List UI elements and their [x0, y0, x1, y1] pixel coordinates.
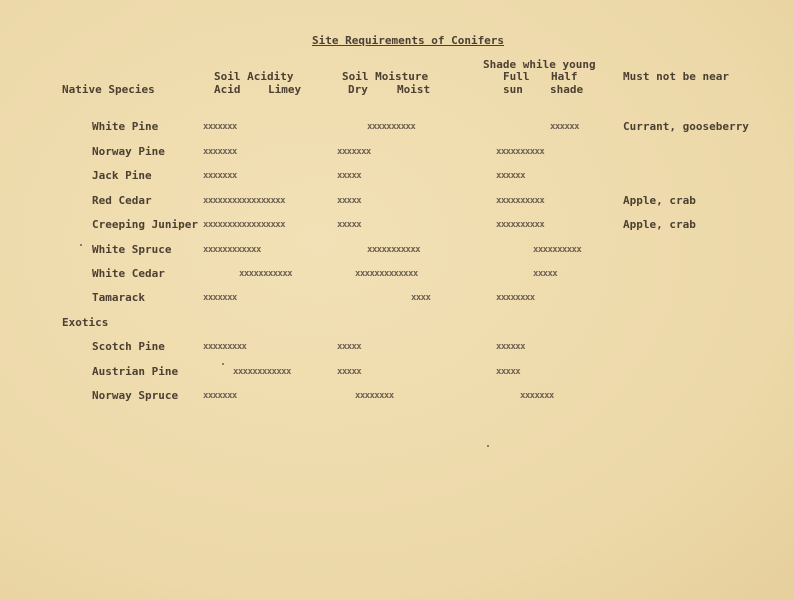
soil-acidity-marks: xxxxxxx [203, 122, 237, 132]
species-name: Austrian Pine [92, 365, 179, 378]
soil-moisture-marks: xxxxx [337, 171, 362, 181]
header-half: Half [551, 70, 578, 83]
species-name: White Cedar [92, 267, 165, 280]
soil-moisture-marks: xxxxxxxxxx [367, 122, 416, 132]
soil-acidity-marks: xxxxxxx [203, 171, 237, 181]
header-moist: Moist [397, 83, 431, 96]
shade-marks: xxxxxxxx [496, 293, 535, 303]
must-not-be-near-value: Currant, gooseberry [623, 120, 749, 133]
species-name: Norway Spruce [92, 389, 179, 402]
shade-marks: xxxxxxx [520, 391, 554, 401]
header-dry: Dry [348, 83, 368, 96]
shade-marks: xxxxxxxxxx [496, 220, 545, 230]
soil-moisture-marks: xxxxxxx [337, 147, 371, 157]
soil-acidity-marks: xxxxxxxxxxxxxxxxx [203, 220, 285, 230]
shade-marks: xxxxx [533, 269, 558, 279]
species-name: Creeping Juniper [92, 218, 198, 231]
soil-acidity-marks: xxxxxxxxxxxxxxxxx [203, 196, 285, 206]
soil-moisture-marks: xxxxx [337, 196, 362, 206]
shade-marks: xxxxx [496, 367, 521, 377]
species-name: Norway Pine [92, 145, 165, 158]
paper-speck [80, 244, 82, 246]
soil-moisture-marks: xxxxx [337, 342, 362, 352]
header-native-species: Native Species [62, 83, 155, 96]
species-name: White Pine [92, 120, 159, 133]
header-limey: Limey [268, 83, 302, 96]
header-soil-moisture: Soil Moisture [342, 70, 429, 83]
must-not-be-near-value: Apple, crab [623, 194, 696, 207]
species-name: Tamarack [92, 291, 145, 304]
shade-marks: xxxxxxxxxx [496, 147, 545, 157]
soil-acidity-marks: xxxxxxx [203, 293, 237, 303]
soil-moisture-marks: xxxxxxxxxxxxx [355, 269, 418, 279]
shade-marks: xxxxxx [496, 171, 525, 181]
paper-speck [487, 445, 489, 447]
soil-acidity-marks: xxxxxxxxxxx [239, 269, 293, 279]
soil-moisture-marks: xxxxxxxxxxx [367, 245, 421, 255]
header-shade: shade [550, 83, 584, 96]
shade-marks: xxxxxxxxxx [533, 245, 582, 255]
species-name: Red Cedar [92, 194, 152, 207]
page-title: Site Requirements of Conifers [312, 34, 505, 47]
species-name: Jack Pine [92, 169, 152, 182]
shade-marks: xxxxxxxxxx [496, 196, 545, 206]
header-full: Full [503, 70, 530, 83]
soil-acidity-marks: xxxxxxxxxxxx [233, 367, 291, 377]
header-acid: Acid [214, 83, 241, 96]
shade-marks: xxxxxx [496, 342, 525, 352]
exotics-heading: Exotics [62, 316, 109, 329]
header-soil-acidity: Soil Acidity [214, 70, 294, 83]
shade-marks: xxxxxx [550, 122, 579, 132]
soil-acidity-marks: xxxxxxx [203, 147, 237, 157]
header-shade-while-young: Shade while young [483, 58, 596, 71]
soil-acidity-marks: xxxxxxxxxxxx [203, 245, 261, 255]
soil-moisture-marks: xxxx [411, 293, 431, 303]
soil-acidity-marks: xxxxxxx [203, 391, 237, 401]
header-sun: sun [503, 83, 523, 96]
soil-moisture-marks: xxxxx [337, 367, 362, 377]
soil-moisture-marks: xxxxxxxx [355, 391, 394, 401]
header-must-not-be-near: Must not be near [623, 70, 729, 83]
soil-acidity-marks: xxxxxxxxx [203, 342, 247, 352]
species-name: White Spruce [92, 243, 172, 256]
species-name: Scotch Pine [92, 340, 165, 353]
paper-speck [222, 363, 224, 365]
soil-moisture-marks: xxxxx [337, 220, 362, 230]
must-not-be-near-value: Apple, crab [623, 218, 696, 231]
